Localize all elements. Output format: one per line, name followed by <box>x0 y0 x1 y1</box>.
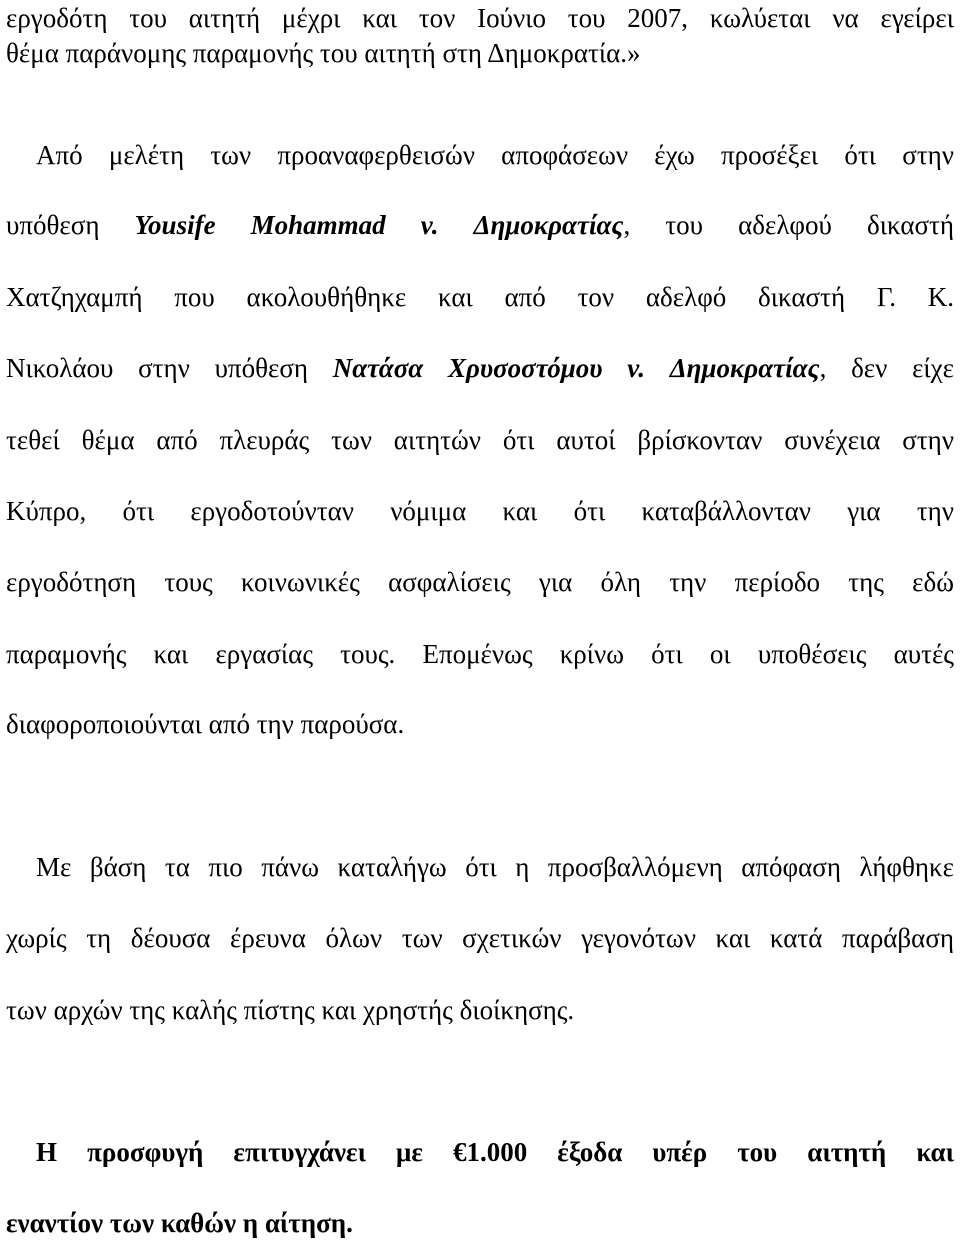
paragraph-2-line-3: Χατζηχαμπή που ακολουθήθηκε και από τον αδελφό δικαστή Γ. Κ. <box>6 282 954 312</box>
text-run: , δεν είχε <box>819 353 954 383</box>
conclusion-line-2: εναντίον των καθών η αίτηση. <box>6 1208 353 1238</box>
text-run: Νικολάου στην υπόθεση <box>6 353 333 383</box>
paragraph-2-line-2 <box>6 209 954 241</box>
paragraph-3-line-1: Με βάση τα πιο πάνω καταλήγω ότι η προσβαλλόμενη απόφαση λήφθηκε <box>36 852 954 882</box>
conclusion-line-1: Η προσφυγή επιτυγχάνει με €1.000 έξοδα υπέρ του αιτητή και <box>36 1137 954 1167</box>
paragraph-1-line-2: θέμα παράνομης παραμονής του αιτητή στη Δημοκρατία.» <box>6 38 641 68</box>
paragraph-2-line-5: τεθεί θέμα από πλευράς των αιτητών ότι αυτοί βρίσκονταν συνέχεια στην <box>6 425 954 455</box>
text-run: , του αδελφού δικαστή <box>623 210 954 240</box>
paragraph-2-line-8: παραμονής και εργασίας τους. Επομένως κρίνω ότι οι υποθέσεις αυτές <box>6 639 954 669</box>
paragraph-3-line-2: χωρίς τη δέουσα έρευνα όλων των σχετικών γεγονότων και κατά παράβαση <box>6 923 954 953</box>
paragraph-2-line-1: Από μελέτη των προαναφερθεισών αποφάσεων έχω προσέξει ότι στην <box>36 140 954 170</box>
text-run: υπόθεση <box>6 210 135 240</box>
case-citation: Yousife Mohammad v. Δημοκρατίας <box>134 210 624 240</box>
case-citation: Νατάσα Χρυσοστόμου v. Δημοκρατίας <box>332 353 820 383</box>
paragraph-2-line-6: Κύπρο, ότι εργοδοτούνταν νόμιμα και ότι καταβάλλονταν για την <box>6 496 954 526</box>
paragraph-1-line-1: εργοδότη του αιτητή μέχρι και τον Ιούνιο του 2007, κωλύεται να εγείρει <box>6 3 954 33</box>
paragraph-2-line-7: εργοδότηση τους κοινωνικές ασφαλίσεις για όλη την περίοδο της εδώ <box>6 567 954 597</box>
paragraph-2-line-9: διαφοροποιούνται από την παρούσα. <box>6 709 405 739</box>
paragraph-3-line-3: των αρχών της καλής πίστης και χρηστής διοίκησης. <box>6 995 575 1025</box>
paragraph-2-line-4 <box>6 352 954 384</box>
